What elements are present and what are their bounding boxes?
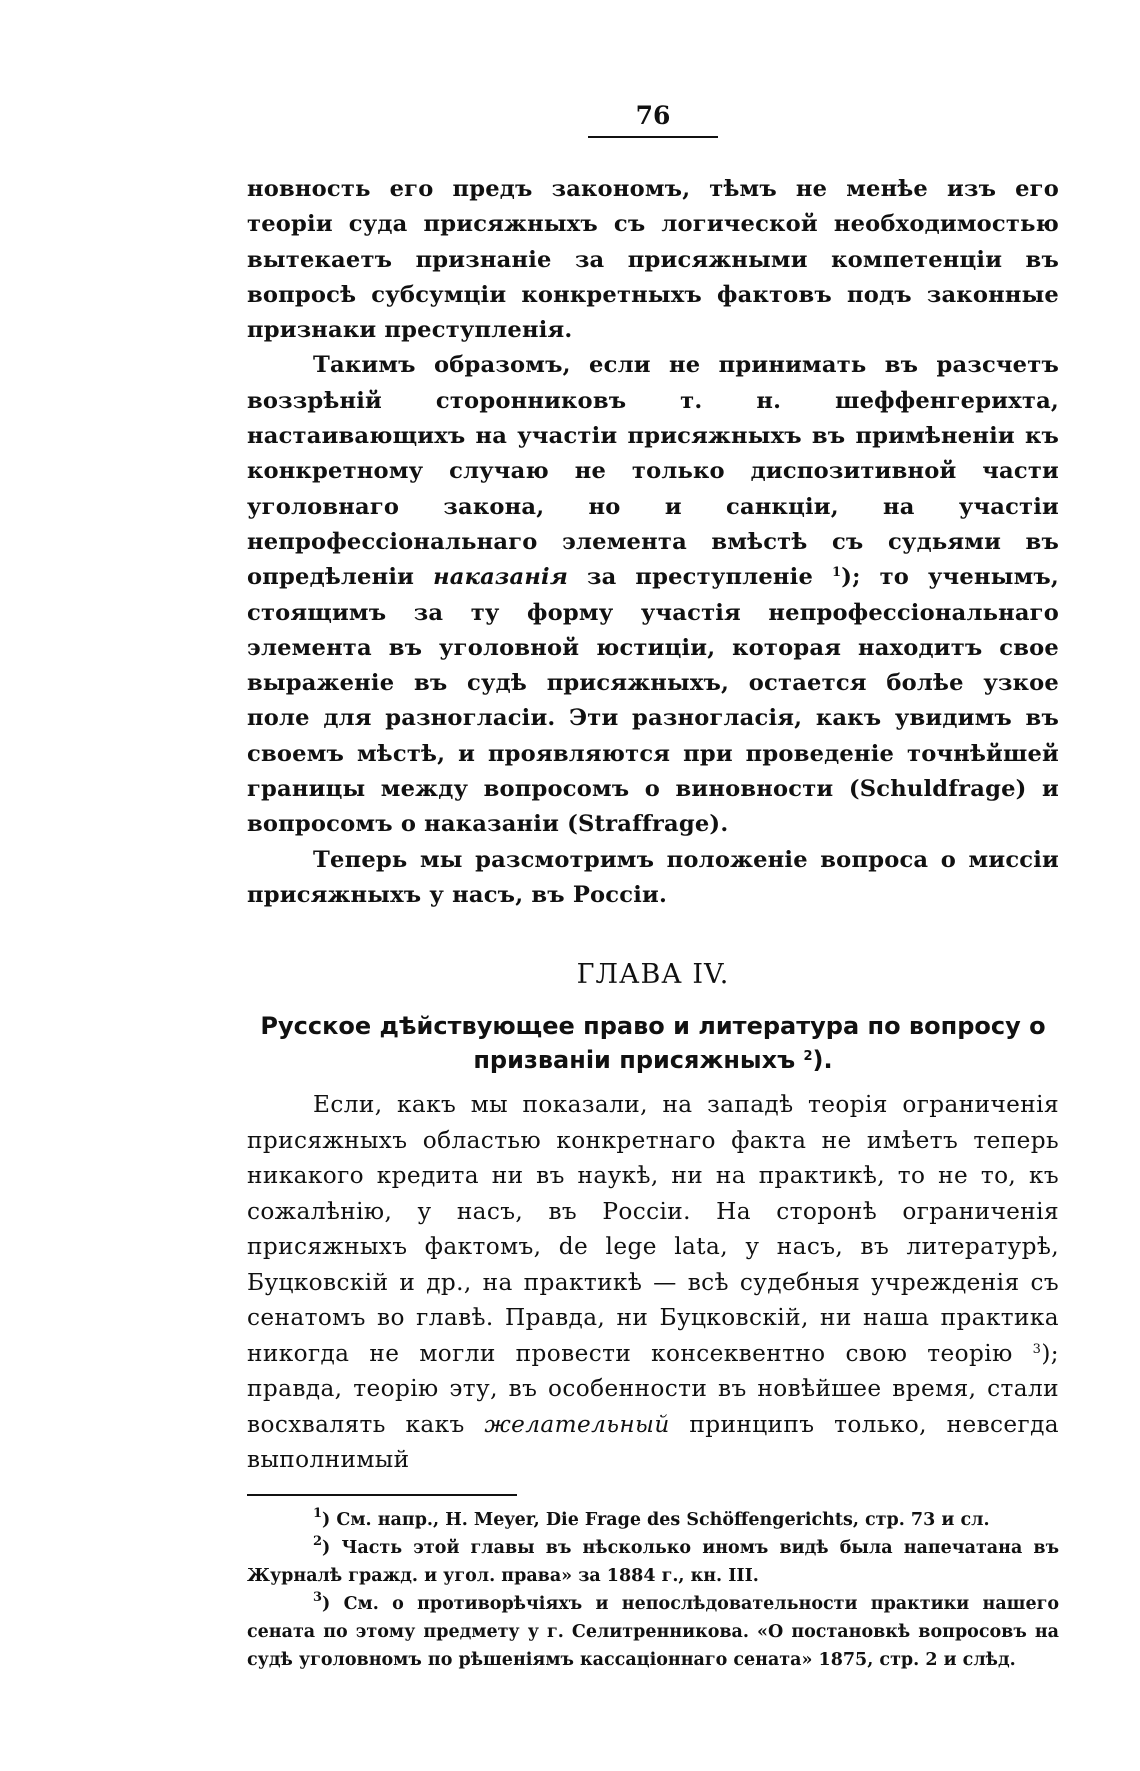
main-text [247, 172, 1059, 913]
footnote-ref-1: 1 [831, 565, 842, 581]
chapter-paragraph-1-part-b: ); правда, теорiю эту, въ особенности въ новѣйшее время, стали восхвалять какъ [247, 1339, 1059, 1438]
paragraph-3: Теперь мы разсмотримъ положенiе вопроса о миссiи присяжныхъ у насъ, въ Россiи. [247, 846, 1059, 908]
paragraph-2-part-c: ); то ученымъ, стоящимъ за ту форму участiя непрофессiональнаго элемента въ уголовной юстицiи, которая находитъ свое выраженiе въ судѣ присяжныхъ, остается болѣе узкое поле для разногласiи. Эти разногласiя, какъ увидимъ въ своемъ мѣстѣ, и проявляются при проведенiе точнѣйшей границы между вопросомъ о виновности (Schuldfrage) и вопросомъ о наказанiи (Straffrage). [247, 564, 1059, 838]
footnote-2-text: ) Часть этой главы въ нѣсколько иномъ видѣ была напечатана въ Журналѣ гражд. и угол. права» за 1884 г., кн. III. [247, 1537, 1059, 1586]
chapter-paragraph-1 [247, 1087, 1059, 1478]
chapter-text [247, 1087, 1059, 1478]
footnote-ref-3: 3 [1032, 1341, 1042, 1357]
chapter-subtitle-end: ). [812, 1046, 833, 1075]
paragraph-1: новность его предъ закономъ, тѣмъ не менѣе изъ его теорiи суда присяжныхъ съ логической необходимостью вытекаетъ признанiе за присяжными компетенцiи въ вопросѣ субсумцiи конкретныхъ фактовъ подъ законные признаки преступленiя. [247, 176, 1059, 344]
footnote-3-mark: 3 [313, 1589, 323, 1605]
page-number: 76 [588, 100, 718, 138]
footnote-ref-2: 2 [803, 1049, 813, 1065]
footnote-1-text: ) См. напр., H. Meyer, Die Frage des Schöffengerichts, стр. 73 и сл. [322, 1509, 990, 1530]
footnote-divider [247, 1494, 517, 1496]
chapter-paragraph-1-part-a: Если, какъ мы показали, на западѣ теорiя ограниченiя присяжныхъ областью конкретнаго факта не имѣетъ теперь никакого кредита ни въ наукѣ, ни на практикѣ, то не то, къ сожалѣнiю, у насъ, въ Россiи. На сторонѣ ограниченiя присяжныхъ фактомъ, de lege lata, у насъ, въ литературѣ, Буцковскiй и др., на практикѣ — всѣ судебныя учрежденiя съ сенатомъ во главѣ. Правда, ни Буцковскiй, ни наша практика никогда не могли провести консеквентно свою теорiю [247, 1091, 1059, 1367]
paragraph-2-part-b: за преступленiе [586, 564, 814, 591]
footnote-3 [247, 1590, 1059, 1674]
footnote-1-mark: 1 [313, 1505, 323, 1521]
footnote-2-mark: 2 [313, 1533, 323, 1549]
footnote-2 [247, 1534, 1059, 1590]
footnote-3-text: ) См. о противорѣчiяхъ и непослѣдовательности практики нашего сената по этому предмету у г. Селитренникова. «О постановкѣ вопросовъ на судѣ уголовномъ по рѣшенiямъ кассацiоннаго сената» 1875, стр. 2 и слѣд. [247, 1593, 1059, 1670]
footnotes [247, 1506, 1059, 1674]
paragraph-2-part-a: Такимъ образомъ, если не принимать въ разсчетъ воззрѣнiй сторонниковъ т. н. шеффенгерихта, настаивающихъ на участiи присяжныхъ въ примѣненiи къ конкретному случаю не только диспозитивной части уголовнаго закона, но и санкцiи, на участiи непрофессiональнаго элемента вмѣстѣ съ судьями въ опредѣленiи [247, 352, 1059, 591]
paragraph-2 [247, 348, 1059, 842]
footnote-1 [247, 1506, 1059, 1534]
chapter-paragraph-1-part-c: принципъ только, невсегда выполнимый [247, 1410, 1059, 1474]
document-page [247, 100, 1059, 1674]
paragraph-2-emphasis: наказанiя [433, 564, 568, 591]
chapter-subtitle-text: Русское дѣйствующее право и литература по вопросу о призванiи присяжныхъ [260, 1012, 1046, 1075]
chapter-heading: ГЛАВА IV. [576, 959, 730, 991]
chapter-subtitle [247, 1009, 1059, 1077]
chapter-paragraph-1-emphasis: желательный [484, 1410, 670, 1438]
